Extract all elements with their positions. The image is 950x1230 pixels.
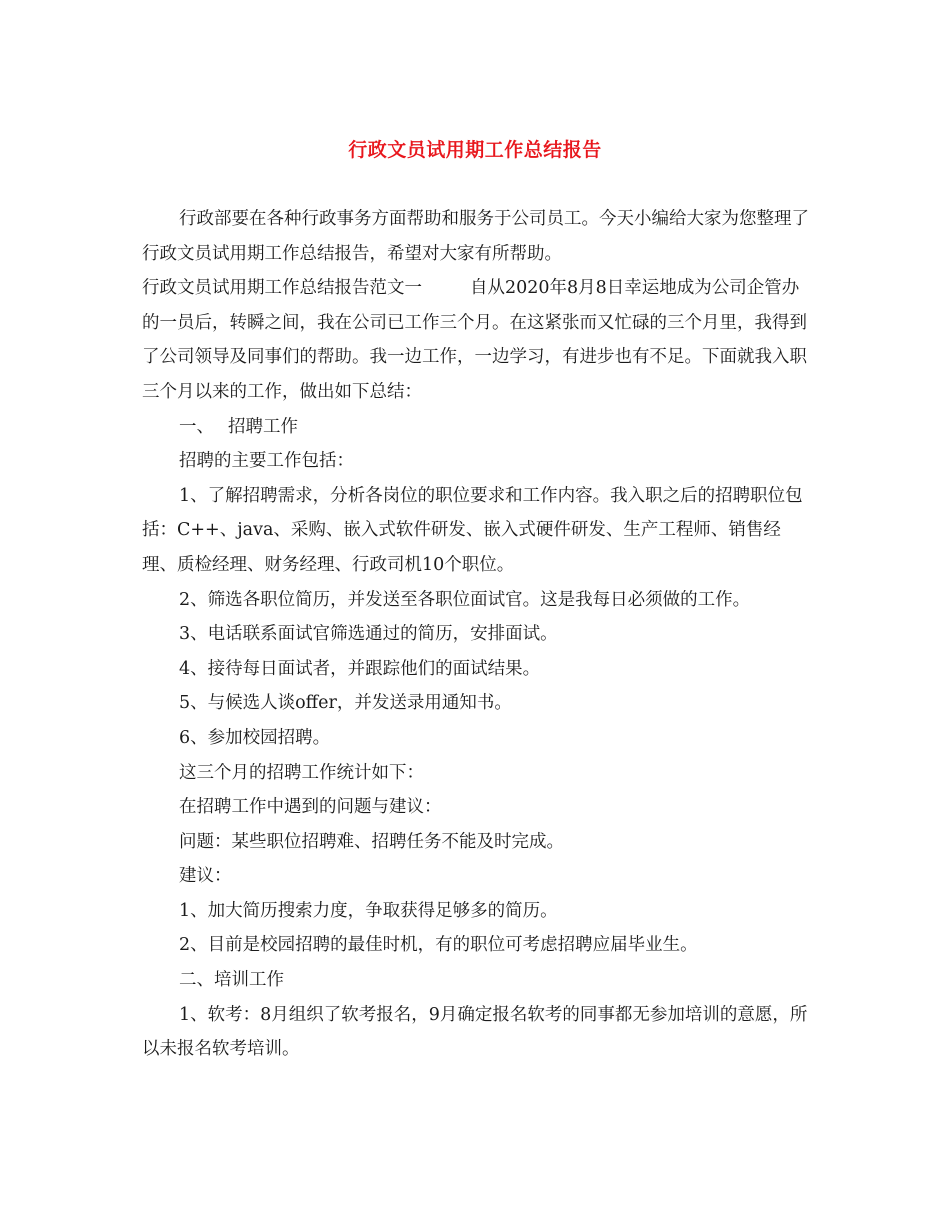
sample-paragraph xyxy=(142,271,812,409)
paragraph: 1、了解招聘需求，分析各岗位的职位要求和工作内容。我入职之后的招聘职位包括：C++、java、采购、嵌入式软件研发、嵌入式硬件研发、生产工程师、销售经理、质检经理、财务经理、行政司机10个职位。 xyxy=(142,485,803,575)
paragraph: 5、与候选人谈offer，并发送录用通知书。 xyxy=(179,693,512,714)
sample-label: 行政文员试用期工作总结报告范文一 xyxy=(142,278,422,299)
section-title: 招聘工作 xyxy=(228,416,298,437)
paragraph: 2、筛选各职位简历，并发送至各职位面试官。这是我每日必须做的工作。 xyxy=(179,589,751,610)
paragraph: 2、目前是校园招聘的最佳时机，有的职位可考虑招聘应届毕业生。 xyxy=(179,935,698,956)
paragraph: 在招聘工作中遇到的问题与建议： xyxy=(179,797,442,818)
paragraph: 这三个月的招聘工作统计如下： xyxy=(179,762,424,783)
document-title: 行政文员试用期工作总结报告 xyxy=(348,139,602,161)
sample-opening: 自从2020年8月8日幸运地成为公司企管办的一员后，转瞬之间，我在公司已工作三个月。在这紧张而又忙碌的三个月里，我得到了公司领导及同事们的帮助。我一边工作，一边学习，有进步也有不足。下面就我入职三个月以来的工作，做出如下总结： xyxy=(142,278,807,402)
section-heading-training: 二、培训工作 xyxy=(179,970,284,991)
document-body xyxy=(142,202,812,1067)
paragraph: 4、接待每日面试者，并跟踪他们的面试结果。 xyxy=(179,658,541,679)
paragraph: 1、加大简历搜索力度，争取获得足够多的简历。 xyxy=(179,900,558,921)
intro-paragraph: 行政部要在各种行政事务方面帮助和服务于公司员工。今天小编给大家为您整理了行政文员试用期工作总结报告，希望对大家有所帮助。 xyxy=(142,209,809,264)
paragraph: 6、参加校园招聘。 xyxy=(179,727,331,748)
section-number: 一、 xyxy=(179,416,214,437)
paragraph: 招聘的主要工作包括： xyxy=(179,451,354,472)
section-heading-recruitment xyxy=(142,410,812,445)
paragraph: 3、电话联系面试官筛选通过的简历，安排面试。 xyxy=(179,624,558,645)
paragraph: 建议： xyxy=(179,866,232,887)
paragraph: 1、软考：8月组织了软考报名，9月确定报名软考的同事都无参加培训的意愿，所以未报名软考培训。 xyxy=(142,1004,808,1060)
paragraph: 问题：某些职位招聘难、招聘任务不能及时完成。 xyxy=(179,831,564,852)
